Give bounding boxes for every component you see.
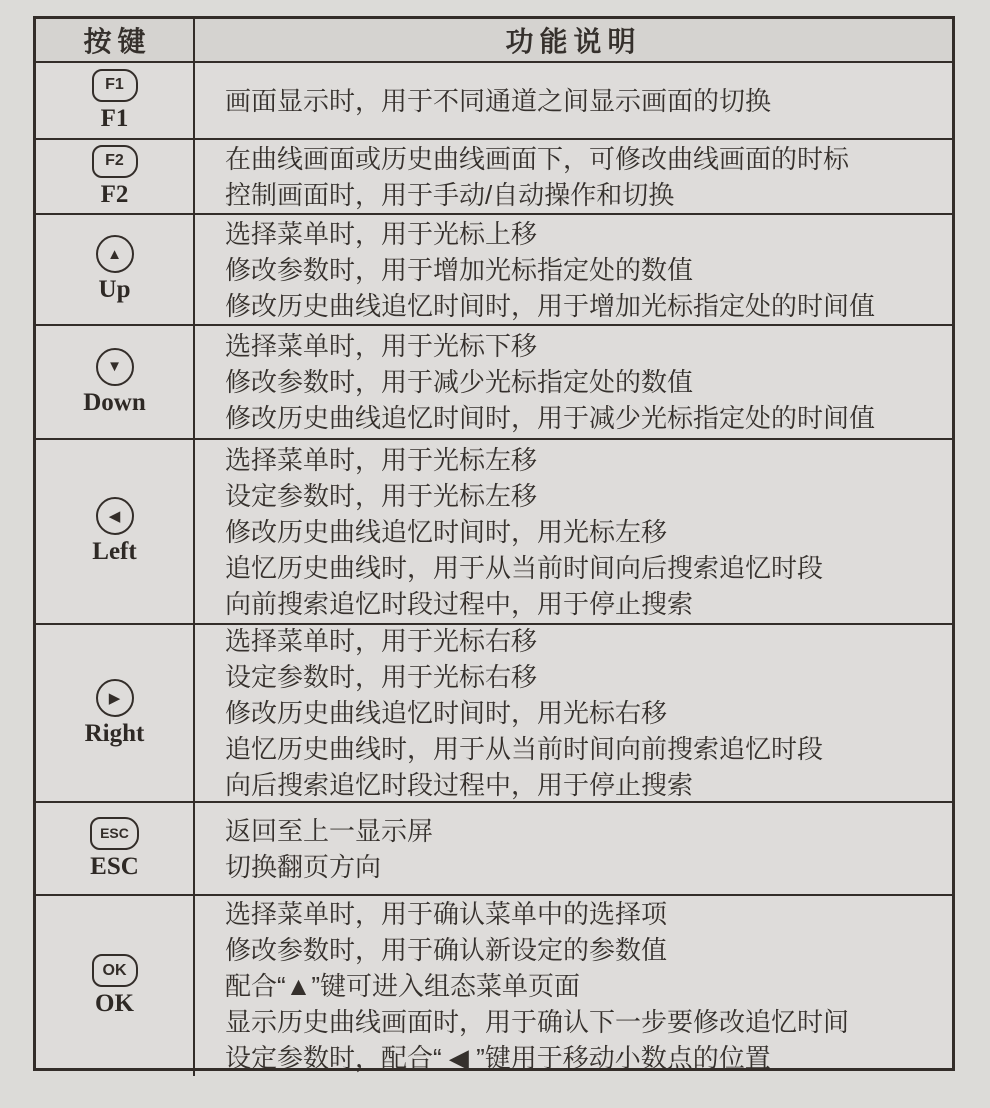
column-header-function: 功能说明 [505, 26, 642, 57]
function-line: 选择菜单时，用于确认菜单中的选择项 [225, 899, 668, 929]
function-line: 选择菜单时，用于光标右移 [225, 626, 538, 656]
function-line: 修改参数时，用于增加光标指定处的数值 [225, 254, 694, 285]
function-line: 修改参数时，用于减少光标指定处的数值 [225, 367, 694, 397]
table-row-ok [36, 896, 952, 1076]
key-cell-up [36, 215, 195, 324]
function-line: 设定参数时，配合“ ◀ ”键用于移动小数点的位置 [225, 1043, 771, 1073]
key-cell-right [36, 625, 195, 801]
key-label-ok: OK [95, 990, 134, 1017]
function-cell-up [195, 215, 952, 324]
key-cell-esc [36, 803, 195, 894]
function-line: 配合“▲”键可进入组态菜单页面 [225, 971, 581, 1001]
key-label-esc: ESC [90, 852, 139, 880]
right-arrow-key-icon: ▶ [96, 679, 134, 717]
function-cell-left [195, 440, 952, 623]
function-line: 画面显示时，用于不同通道之间显示画面的切换 [225, 85, 772, 116]
function-line: 修改历史曲线追忆时间时，用于增加光标指定处的时间值 [225, 290, 876, 321]
function-line: 选择菜单时，用于光标左移 [225, 444, 538, 475]
function-line: 追忆历史曲线时，用于从当前时间向前搜索追忆时段 [225, 734, 824, 764]
function-cell-f2 [195, 140, 952, 213]
function-cell-down [195, 326, 952, 438]
key-label-right: Right [84, 719, 145, 747]
function-cell-right [195, 625, 952, 801]
function-line: 修改历史曲线追忆时间时，用光标右移 [225, 698, 668, 728]
function-line: 返回至上一显示屏 [225, 815, 434, 846]
function-cell-f1 [195, 63, 952, 138]
down-arrow-key-icon: ▼ [96, 348, 134, 386]
table-row-f2 [36, 140, 952, 215]
function-line: 选择菜单时，用于光标上移 [225, 218, 538, 249]
key-function-table [33, 16, 955, 1071]
function-line: 向前搜索追忆时段过程中，用于停止搜索 [225, 588, 694, 619]
left-arrow-key-icon: ◀ [96, 497, 134, 535]
key-label-up: Up [98, 276, 131, 303]
function-line: 切换翻页方向 [225, 851, 382, 882]
key-label-left: Left [92, 538, 137, 565]
column-header-key: 按键 [36, 19, 195, 61]
function-line: 在曲线画面或历史曲线画面下，可修改曲线画面的时标 [225, 143, 850, 174]
function-line: 设定参数时，用于光标左移 [225, 480, 538, 511]
key-cell-ok [36, 896, 195, 1076]
key-cell-f2 [36, 140, 195, 213]
key-label-f1: F1 [100, 104, 129, 132]
table-row-left [36, 440, 952, 625]
function-line: 修改历史曲线追忆时间时，用光标左移 [225, 516, 668, 547]
table-row-down [36, 326, 952, 440]
function-line: 修改历史曲线追忆时间时，用于减少光标指定处的时间值 [225, 403, 876, 433]
key-cell-down [36, 326, 195, 438]
function-line: 修改参数时，用于确认新设定的参数值 [225, 935, 668, 965]
table-header-row [36, 19, 952, 63]
table-row-up [36, 215, 952, 326]
table-row-f1 [36, 63, 952, 140]
f1-key-icon: F1 [92, 69, 138, 102]
f2-key-icon: F2 [92, 145, 138, 178]
function-cell-esc [195, 803, 952, 894]
function-line: 显示历史曲线画面时，用于确认下一步要修改追忆时间 [225, 1007, 850, 1037]
function-line: 向后搜索追忆时段过程中，用于停止搜索 [225, 770, 694, 800]
ok-key-icon: OK [92, 954, 138, 987]
up-arrow-key-icon: ▲ [96, 235, 134, 273]
key-label-f2: F2 [100, 180, 129, 208]
key-cell-left [36, 440, 195, 623]
key-label-down: Down [83, 388, 146, 416]
table-row-esc [36, 803, 952, 896]
esc-key-icon: ESC [90, 817, 139, 850]
key-cell-f1 [36, 63, 195, 138]
function-line: 选择菜单时，用于光标下移 [225, 331, 538, 361]
function-line: 控制画面时，用于手动/自动操作和切换 [225, 179, 675, 210]
function-line: 追忆历史曲线时，用于从当前时间向后搜索追忆时段 [225, 552, 824, 583]
function-line: 设定参数时，用于光标右移 [225, 662, 538, 692]
table-row-right [36, 625, 952, 803]
function-cell-ok [195, 896, 952, 1076]
